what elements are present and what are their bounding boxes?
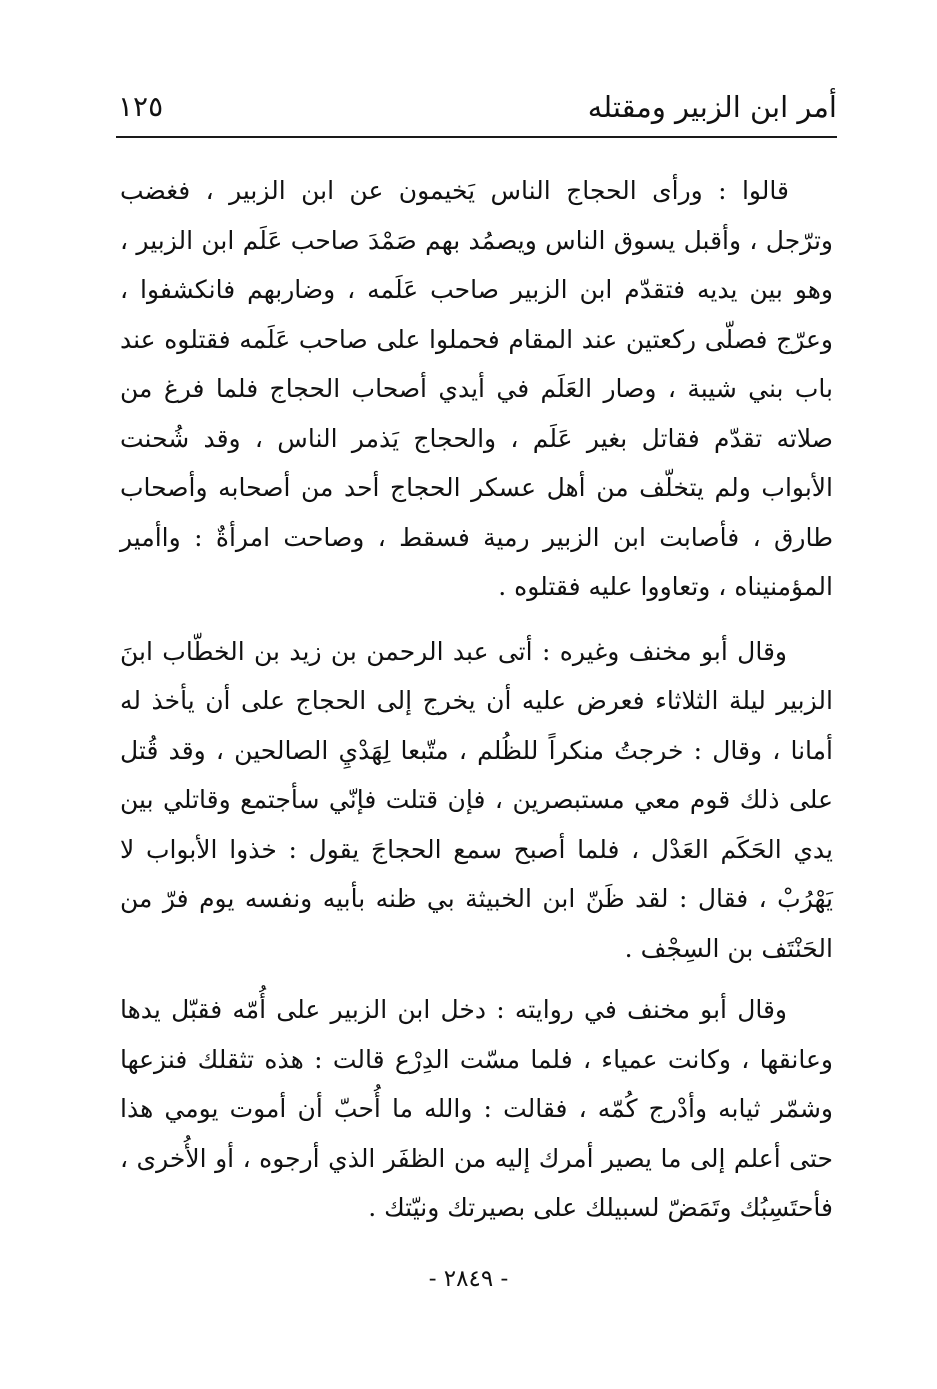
paragraph-3: وقال أبو مخنف في روايته : دخل ابن الزبير على أُمّه فقبّل يدها وعانقها ، وكانت عمياء ، فلما مسّت الدِرْع قالت : هذه تثقلك فنزعها وشمّر ثيابه وأدْرج كُمّه ، فقالت : والله ما أُحبّ أن أموت يومي هذا حتى أعلم إلى ما يصير أمرك إليه من الظفَر الذي أرجوه ، أو الأُخرى ، فأحتَسِبُك وتَمَضّ لسبيلك على بصيرتك ونيّتك . <box>120 995 833 1222</box>
page-number: ١٢٥ <box>118 90 164 123</box>
footer-page-number: - ٢٨٤٩ - <box>428 1266 509 1292</box>
running-title: أمر ابن الزبير ومقتله <box>587 90 837 124</box>
paragraph-1: قالوا : ورأى الحجاج الناس يَخيمون عن ابن الزبير ، فغضب وترّجل ، وأقبل يسوق الناس ويصمُد بهم صَمْدَ صاحب عَلَم ابن الزبير ، وهو بين يديه فتقدّم ابن الزبير صاحب عَلَمه ، وضاربهم فانكشفوا ، وعرّج فصلّى ركعتين عند المقام فحملوا على صاحب عَلَمه فقتلوه عند باب بني شيبة ، وصار العَلَم في أيدي أصحاب الحجاج فلما فرغ من صلاته تقدّم فقاتل بغير عَلَم ، والحجاج يَذمر الناس ، وقد شُحنت الأبواب ولم يتخلّف من أهل عسكر الحجاج أحد من أصحابه وأصحاب طارق ، فأصابت ابن الزبير رمية فسقط ، وصاحت امرأةٌ : واأمير المؤمنيناه ، وتعاووا عليه فقتلوه . <box>120 176 833 601</box>
paragraph-2: وقال أبو مخنف وغيره : أتى عبد الرحمن بن زيد بن الخطّاب ابنَ الزبير ليلة الثلاثاء فعرض عليه أن يخرج إلى الحجاج على أن يأخذ له أمانا ، وقال : خرجتُ منكراً للظُلم ، متّبعا لِهَدْيِ الصالحين ، وقد قُتل على ذلك قوم معي مستبصرين ، فإن قتلت فإنّي سأجتمع وقاتلي بين يدي الحَكَم العَدْل ، فلما أصبح سمع الحجاجَ يقول : خذوا الأبواب لا يَهْرُبْ ، فقال : لقد ظَنّ ابن الخبيثة بي ظنه بأبيه ونفسه يوم فرّ من الحَنْتَف بن السِجْف . <box>120 636 833 963</box>
body-text <box>120 166 833 1233</box>
header-rule <box>116 136 837 138</box>
page-header <box>116 84 837 130</box>
